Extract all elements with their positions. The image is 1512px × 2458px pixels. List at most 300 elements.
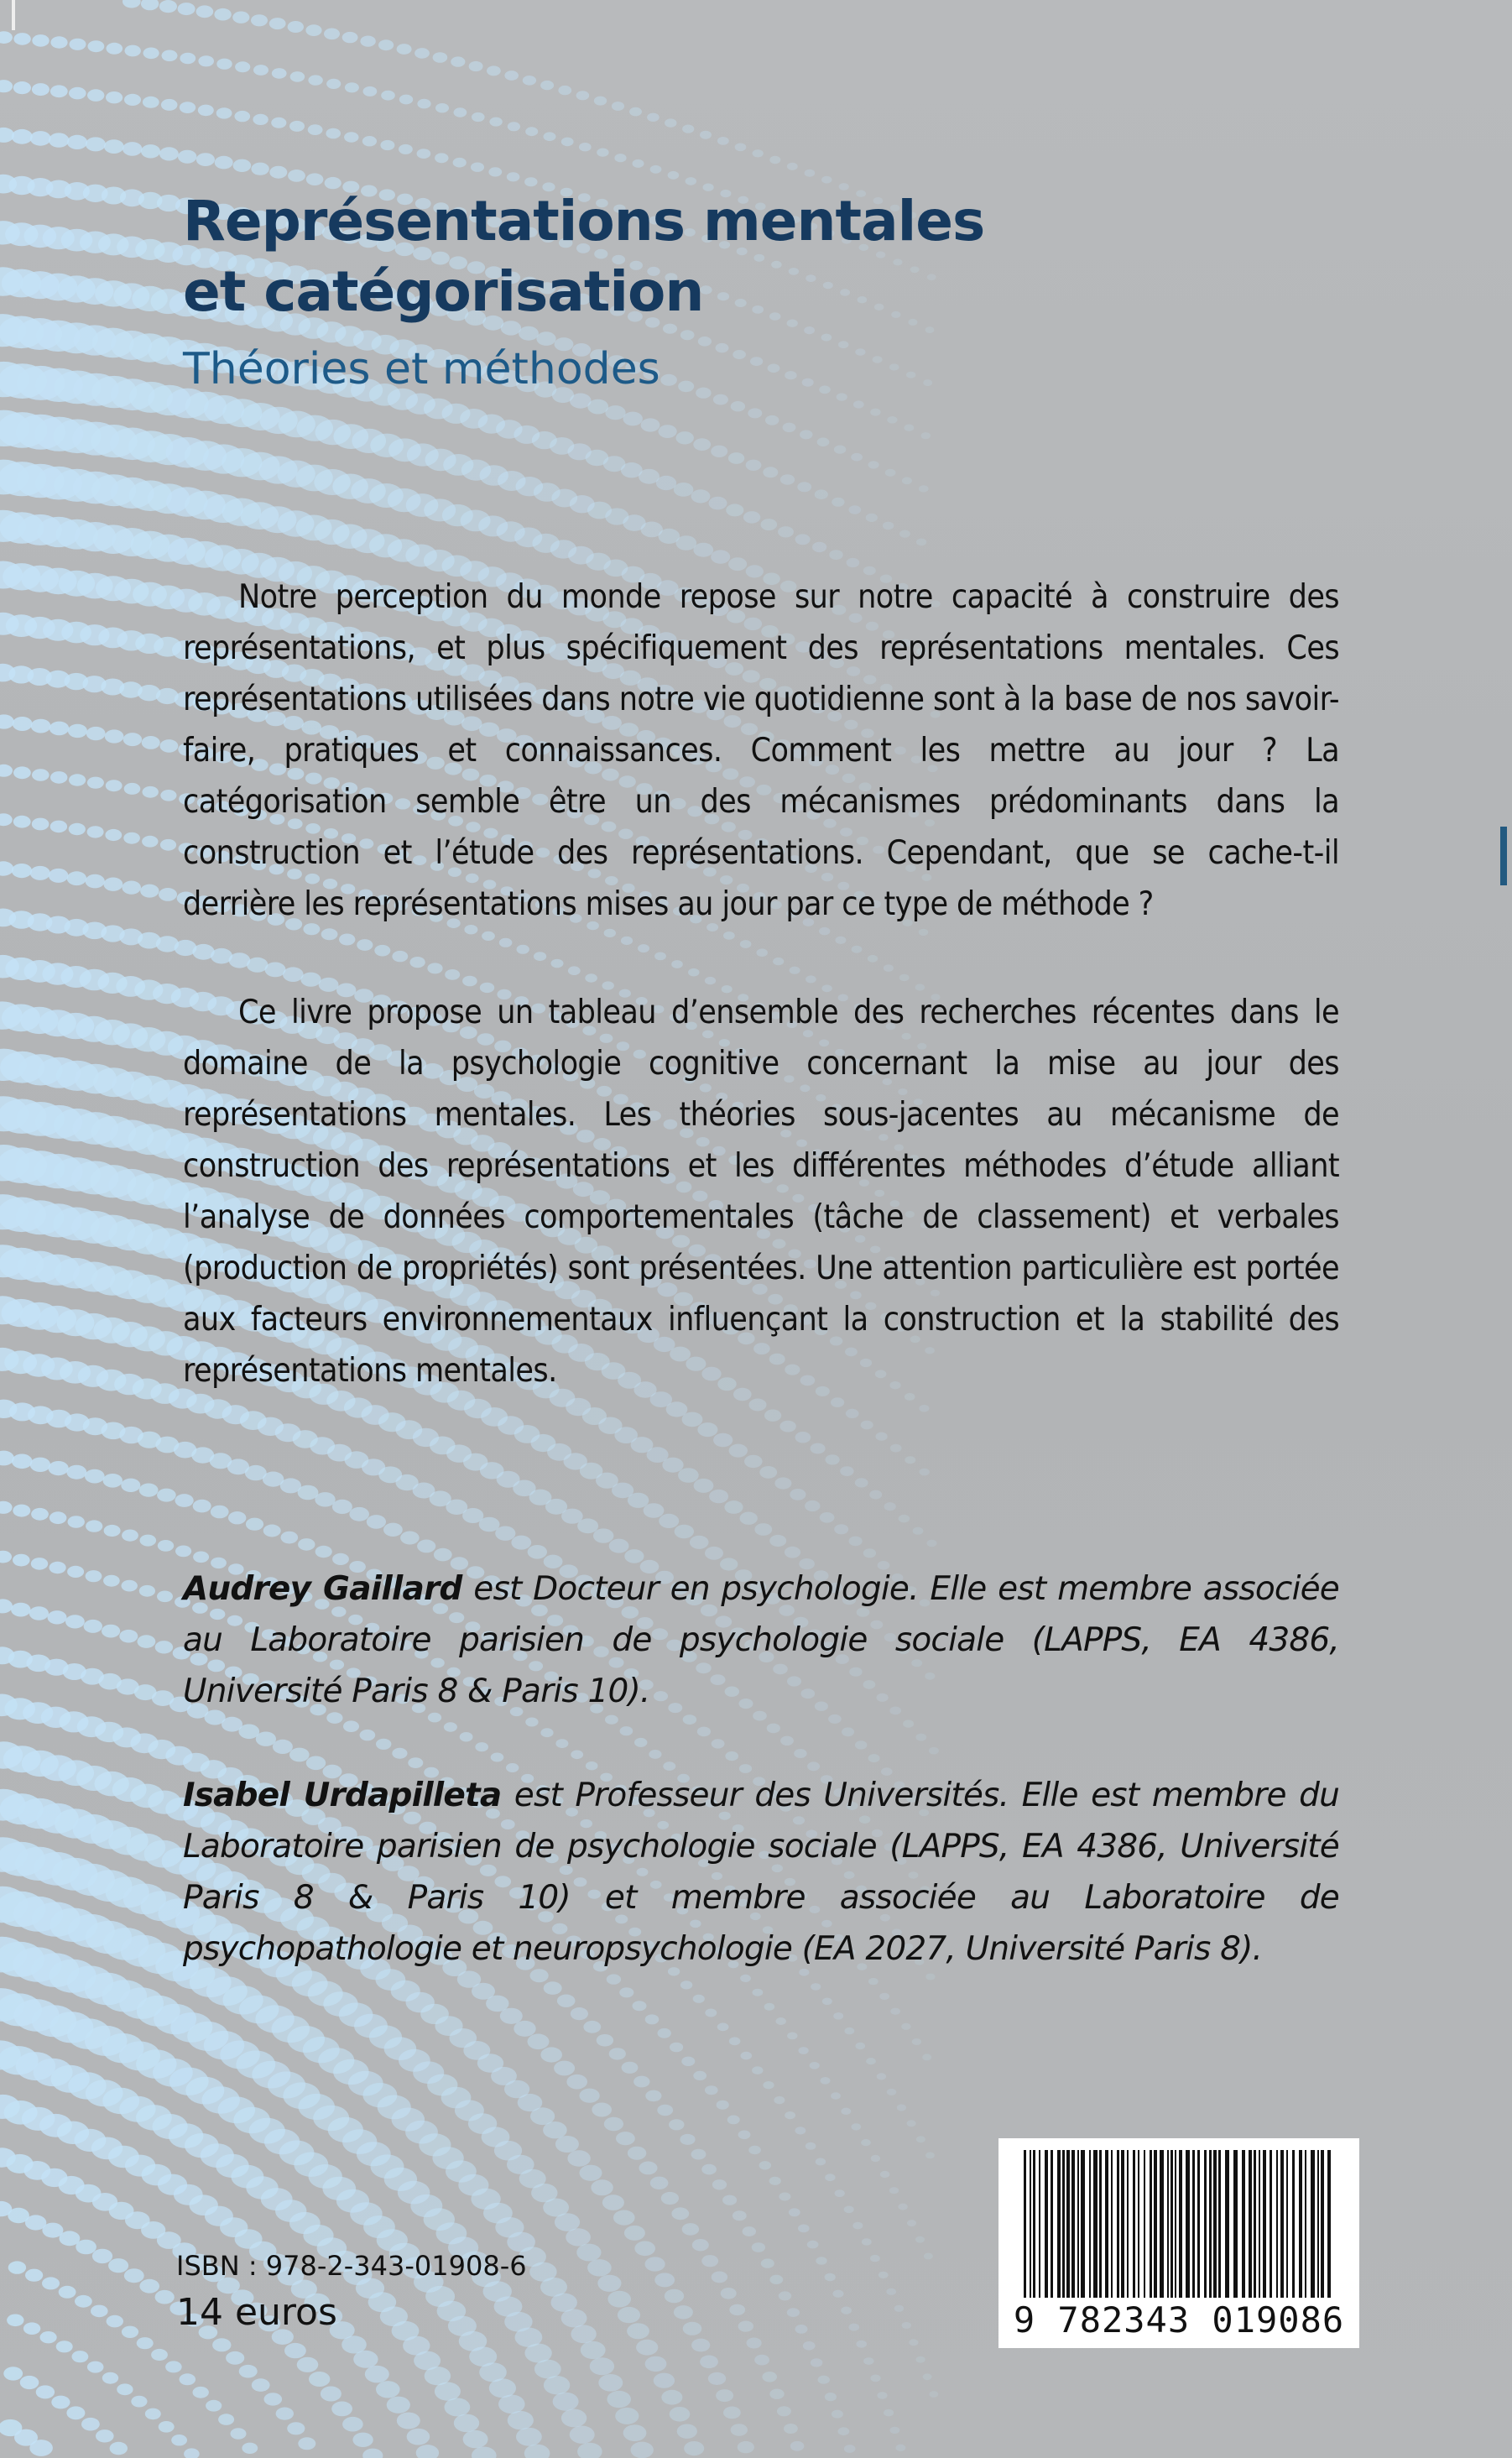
halftone-dot — [110, 2442, 128, 2455]
halftone-dot — [91, 2305, 108, 2318]
halftone-dot — [65, 1615, 85, 1628]
halftone-dot — [712, 2272, 727, 2283]
halftone-dot — [723, 932, 735, 940]
halftone-dot — [528, 2034, 550, 2050]
halftone-dot — [121, 1479, 140, 1492]
halftone-dot — [381, 91, 395, 101]
halftone-dot — [363, 86, 378, 97]
halftone-dot — [705, 977, 716, 984]
halftone-dot — [40, 2331, 57, 2343]
halftone-dot — [540, 81, 554, 90]
halftone-dot — [568, 966, 581, 975]
halftone-dot — [544, 2376, 570, 2394]
halftone-dot — [383, 1523, 403, 1537]
halftone-dot — [585, 973, 597, 982]
halftone-dot — [716, 2389, 733, 2402]
halftone-dot — [831, 1397, 844, 1407]
halftone-dot — [740, 940, 752, 948]
halftone-dot — [829, 550, 842, 560]
book-subtitle: Théories et méthodes — [183, 344, 660, 394]
halftone-dot — [855, 1478, 868, 1487]
barcode-bars — [1024, 2150, 1334, 2301]
halftone-dot — [686, 177, 696, 185]
halftone-dot — [671, 2207, 689, 2220]
book-title — [183, 186, 1274, 327]
halftone-dot — [838, 2427, 850, 2435]
halftone-dot — [122, 2326, 138, 2338]
halftone-dot — [3, 2367, 23, 2380]
halftone-dot — [810, 2062, 820, 2069]
halftone-dot — [826, 1454, 840, 1464]
halftone-dot — [774, 2096, 785, 2104]
halftone-dot — [849, 2324, 860, 2331]
halftone-dot — [658, 2028, 671, 2038]
halftone-dot — [86, 1520, 102, 1532]
halftone-dot — [48, 1610, 67, 1624]
halftone-dot — [119, 1630, 138, 1643]
barcode-bar — [1259, 2150, 1260, 2298]
halftone-dot — [376, 1739, 391, 1750]
halftone-dot — [844, 2445, 856, 2453]
halftone-dot — [579, 143, 592, 151]
halftone-dot — [819, 385, 831, 394]
barcode-bar — [1321, 2150, 1324, 2298]
halftone-dot — [688, 968, 699, 977]
halftone-dot — [160, 839, 176, 851]
halftone-dot — [804, 326, 815, 334]
halftone-dot — [409, 957, 425, 968]
halftone-dot — [13, 33, 30, 45]
halftone-dot — [780, 474, 795, 484]
halftone-dot — [701, 2164, 717, 2175]
halftone-dot — [59, 2286, 76, 2299]
halftone-dot — [344, 132, 358, 142]
halftone-dot — [558, 86, 571, 95]
halftone-dot — [925, 2153, 935, 2159]
halftone-dot — [87, 2361, 104, 2373]
halftone-dot — [269, 18, 286, 29]
halftone-dot — [645, 2257, 665, 2271]
halftone-dot — [435, 2382, 461, 2401]
halftone-dot — [360, 36, 375, 47]
halftone-dot — [693, 438, 711, 451]
halftone-dot — [123, 142, 142, 156]
halftone-dot — [479, 1517, 500, 1532]
halftone-dot — [444, 1722, 457, 1731]
halftone-dot — [67, 871, 86, 885]
halftone-dot — [69, 823, 86, 835]
halftone-dot — [929, 2391, 938, 2398]
halftone-dot — [544, 132, 556, 141]
halftone-dot — [196, 5, 214, 18]
barcode-bar — [1077, 2150, 1079, 2298]
halftone-dot — [378, 39, 394, 50]
halftone-dot — [698, 337, 712, 347]
halftone-dot — [868, 1978, 879, 1985]
halftone-dot — [269, 166, 287, 179]
halftone-dot — [668, 171, 680, 180]
halftone-dot — [621, 937, 633, 945]
author-bio-gaillard — [183, 1563, 1339, 1717]
halftone-dot — [51, 2396, 70, 2409]
halftone-dot — [636, 2340, 658, 2356]
barcode-bar — [1186, 2150, 1190, 2298]
halftone-dot — [107, 43, 123, 55]
halftone-dot — [825, 2393, 837, 2401]
halftone-dot — [705, 1547, 723, 1560]
halftone-dot — [738, 2321, 753, 2332]
halftone-dot — [684, 2441, 704, 2455]
barcode-bar — [1192, 2150, 1195, 2298]
halftone-dot — [700, 2356, 718, 2369]
halftone-dot — [834, 446, 846, 454]
halftone-dot — [32, 34, 49, 47]
halftone-dot — [13, 1505, 30, 1517]
halftone-dot — [232, 12, 249, 23]
halftone-dot — [607, 2391, 631, 2408]
halftone-dot — [343, 1720, 359, 1732]
halftone-dot — [752, 2066, 763, 2074]
barcode-digits: 9 782343 019086 — [1013, 2299, 1345, 2341]
halftone-dot — [49, 869, 69, 883]
halftone-dot — [123, 733, 142, 746]
book-title-line-1: Représentations mentales — [183, 189, 985, 253]
halftone-dot — [587, 399, 608, 415]
halftone-dot — [349, 1507, 369, 1521]
halftone-dot — [288, 170, 305, 182]
halftone-dot — [609, 2048, 626, 2059]
halftone-dot — [713, 394, 728, 405]
barcode-bar — [1233, 2150, 1238, 2298]
halftone-dot — [392, 1748, 407, 1759]
halftone-dot — [145, 2408, 161, 2420]
halftone-dot — [662, 1458, 683, 1473]
halftone-dot — [315, 1546, 332, 1558]
halftone-dot — [525, 1718, 538, 1727]
barcode-bar — [1154, 2150, 1157, 2298]
barcode-bar — [1286, 2150, 1288, 2298]
halftone-dot — [779, 1421, 795, 1433]
halftone-dot — [866, 2058, 876, 2064]
halftone-dot — [696, 388, 711, 399]
halftone-dot — [712, 1739, 725, 1748]
halftone-dot — [794, 1749, 806, 1758]
halftone-dot — [162, 50, 178, 62]
halftone-dot — [298, 1538, 315, 1551]
halftone-dot — [697, 1422, 717, 1437]
halftone-dot — [555, 2136, 579, 2153]
halftone-dot — [0, 1599, 13, 1613]
halftone-dot — [142, 836, 158, 848]
barcode-bar — [1263, 2150, 1266, 2298]
halftone-dot — [103, 1575, 120, 1587]
halftone-dot — [649, 1750, 661, 1759]
halftone-dot — [104, 1525, 121, 1537]
halftone-dot — [29, 2440, 53, 2456]
halftone-dot — [106, 91, 123, 103]
halftone-dot — [7, 2314, 23, 2327]
halftone-dot — [0, 765, 13, 777]
halftone-dot — [852, 2222, 863, 2230]
halftone-dot — [23, 2322, 40, 2335]
halftone-dot — [105, 729, 124, 743]
halftone-dot — [682, 2223, 699, 2236]
halftone-dot — [607, 2291, 631, 2308]
halftone-dot — [633, 159, 644, 168]
halftone-dot — [525, 127, 538, 136]
halftone-dot — [67, 1566, 84, 1578]
halftone-dot — [321, 2387, 342, 2402]
halftone-dot — [680, 330, 695, 340]
halftone-dot — [907, 2220, 916, 2226]
halftone-dot — [778, 526, 794, 537]
halftone-dot — [604, 2117, 623, 2132]
halftone-dot — [815, 489, 828, 499]
halftone-dot — [849, 1537, 863, 1547]
halftone-dot — [622, 2062, 639, 2074]
halftone-dot — [871, 2155, 880, 2162]
halftone-dot — [661, 2192, 679, 2205]
halftone-dot — [799, 2047, 809, 2054]
halftone-dot — [624, 2226, 645, 2241]
halftone-dot — [193, 2387, 209, 2398]
author-name-gaillard: Audrey Gaillard — [183, 1570, 462, 1608]
halftone-dot — [624, 1549, 644, 1563]
halftone-dot — [408, 1757, 423, 1768]
halftone-dot — [66, 2406, 85, 2419]
halftone-dot — [12, 1454, 33, 1469]
halftone-dot — [852, 946, 863, 953]
halftone-dot — [899, 974, 910, 981]
halftone-dot — [919, 485, 929, 492]
barcode-bar — [1305, 2150, 1306, 2298]
halftone-dot — [913, 1527, 924, 1535]
halftone-dot — [916, 2136, 925, 2142]
halftone-dot — [178, 3, 196, 15]
halftone-dot — [691, 2149, 706, 2160]
halftone-dot — [634, 1738, 647, 1747]
halftone-dot — [825, 2174, 835, 2181]
halftone-dot — [193, 1500, 211, 1513]
halftone-dot — [471, 163, 484, 172]
halftone-dot — [785, 2111, 795, 2119]
halftone-dot — [519, 326, 539, 341]
halftone-dot — [759, 1466, 777, 1479]
halftone-dot — [193, 1552, 209, 1563]
halftone-dot — [66, 1465, 86, 1479]
barcode-bar — [1099, 2150, 1102, 2298]
author-name-urdapilleta: Isabel Urdapilleta — [183, 1777, 502, 1814]
halftone-dot — [20, 2376, 39, 2389]
halftone-dot — [812, 542, 826, 552]
halftone-dot — [76, 2240, 96, 2255]
halftone-dot — [158, 1540, 174, 1552]
halftone-dot — [597, 2275, 621, 2292]
halftone-dot — [879, 1993, 889, 2000]
halftone-dot — [916, 1734, 927, 1741]
halftone-dot — [800, 430, 812, 439]
halftone-dot — [691, 489, 711, 503]
barcode-bar — [1197, 2150, 1200, 2298]
halftone-dot — [49, 1461, 69, 1475]
halftone-dot — [454, 107, 467, 117]
halftone-dot — [779, 2193, 790, 2201]
halftone-dot — [820, 1512, 835, 1523]
halftone-dot — [774, 1477, 791, 1489]
halftone-dot — [861, 2139, 871, 2146]
barcode-bar — [1170, 2150, 1173, 2298]
halftone-dot — [308, 124, 323, 135]
halftone-dot — [785, 1547, 800, 1558]
halftone-dot — [472, 2447, 497, 2458]
halftone-dot — [907, 2120, 916, 2127]
barcode-bar — [1033, 2150, 1035, 2298]
halftone-dot — [694, 1479, 714, 1493]
halftone-dot — [769, 2389, 784, 2399]
halftone-dot — [633, 2076, 649, 2088]
halftone-dot — [841, 2307, 852, 2314]
halftone-dot — [729, 2304, 745, 2315]
halftone-dot — [68, 1516, 85, 1528]
halftone-dot — [861, 1421, 873, 1430]
halftone-dot — [566, 2228, 591, 2246]
halftone-dot — [842, 1727, 854, 1736]
halftone-dot — [923, 379, 932, 386]
halftone-dot — [374, 945, 390, 957]
halftone-dot — [460, 1732, 473, 1741]
halftone-dot — [86, 137, 106, 151]
halftone-dot — [417, 99, 430, 109]
halftone-dot — [645, 2014, 660, 2024]
halftone-dot — [454, 2414, 479, 2433]
halftone-dot — [717, 137, 729, 145]
halftone-dot — [837, 393, 847, 400]
halftone-dot — [180, 2373, 196, 2385]
barcode-bar — [1127, 2150, 1129, 2298]
barcode-bar — [1024, 2150, 1026, 2298]
halftone-dot — [869, 1490, 882, 1500]
halftone-dot — [818, 2376, 830, 2384]
halftone-dot — [708, 2372, 726, 2385]
halftone-dot — [81, 2418, 100, 2431]
halftone-dot — [400, 1532, 420, 1545]
halftone-dot — [211, 1506, 229, 1519]
halftone-dot — [729, 2037, 741, 2045]
halftone-dot — [180, 102, 196, 113]
halftone-dot — [615, 2408, 639, 2424]
halftone-dot — [399, 144, 413, 154]
halftone-dot — [806, 975, 816, 983]
halftone-dot — [239, 1725, 260, 1740]
halftone-dot — [845, 2027, 855, 2034]
halftone-dot — [122, 881, 141, 895]
halftone-dot — [613, 2210, 635, 2226]
halftone-dot — [670, 2407, 691, 2422]
halftone-dot — [677, 2424, 697, 2439]
halftone-dot — [678, 1468, 699, 1483]
halftone-dot — [762, 2372, 777, 2382]
halftone-dot — [155, 1641, 173, 1653]
halftone-dot — [705, 2009, 717, 2017]
halftone-dot — [790, 2441, 805, 2451]
author-bio-text-gaillard: est Docteur en psychologie. Elle est membre associée au Laboratoire parisien de psychologie sociale (LAPPS, EA 4386, Université Paris 8 & Paris 10). — [183, 1570, 1340, 1710]
halftone-dot — [821, 2077, 831, 2085]
halftone-dot — [68, 724, 87, 738]
halftone-dot — [417, 149, 431, 159]
halftone-dot — [50, 1562, 66, 1573]
barcode-bar — [1105, 2150, 1108, 2298]
halftone-dot — [103, 1474, 123, 1488]
halftone-dot — [571, 2007, 588, 2020]
halftone-dot — [25, 2269, 43, 2282]
halftone-dot — [670, 2043, 683, 2053]
halftone-dot — [773, 958, 784, 965]
halftone-dot — [868, 955, 878, 963]
halftone-dot — [122, 1530, 138, 1542]
halftone-dot — [434, 1548, 452, 1562]
halftone-dot — [590, 2357, 614, 2375]
halftone-dot — [838, 341, 848, 348]
halftone-dot — [743, 511, 760, 524]
halftone-dot — [623, 2424, 647, 2441]
halftone-dot — [50, 821, 67, 833]
halftone-dot — [151, 2349, 168, 2361]
halftone-dot — [216, 107, 232, 118]
halftone-dot — [833, 2012, 843, 2020]
halftone-dot — [69, 87, 86, 100]
halftone-dot — [273, 1740, 293, 1754]
halftone-dot — [877, 2073, 886, 2080]
halftone-dot — [887, 2089, 896, 2095]
halftone-dot — [783, 423, 796, 432]
halftone-dot — [198, 105, 214, 117]
halftone-dot — [866, 514, 878, 522]
halftone-dot — [821, 334, 832, 342]
halftone-dot — [916, 539, 926, 546]
halftone-dot — [159, 888, 177, 901]
halftone-dot — [902, 2322, 911, 2329]
halftone-dot — [214, 8, 231, 21]
halftone-dot — [298, 2437, 315, 2450]
halftone-dot — [365, 2366, 389, 2383]
halftone-dot — [524, 2445, 550, 2458]
halftone-dot — [890, 1444, 902, 1453]
halftone-dot — [915, 2236, 925, 2243]
halftone-dot — [890, 2008, 900, 2015]
halftone-dot — [0, 1551, 12, 1563]
halftone-dot — [157, 1489, 176, 1502]
halftone-dot — [833, 2290, 844, 2298]
halftone-dot — [284, 2343, 306, 2358]
halftone-dot — [75, 2295, 92, 2308]
halftone-dot — [553, 2393, 579, 2411]
halftone-dot — [805, 170, 816, 177]
halftone-dot — [887, 416, 897, 424]
halftone-dot — [290, 71, 305, 82]
halftone-dot — [701, 2255, 718, 2267]
barcode-bar — [1299, 2150, 1302, 2298]
halftone-dot — [469, 61, 483, 71]
halftone-dot — [288, 21, 304, 33]
halftone-dot — [846, 1409, 859, 1418]
halftone-dot — [11, 1603, 30, 1617]
halftone-dot — [903, 1720, 914, 1727]
halftone-dot — [727, 2116, 740, 2125]
halftone-dot — [272, 68, 287, 79]
barcode-bar — [1249, 2150, 1252, 2298]
halftone-dot — [645, 2356, 667, 2372]
halftone-dot — [331, 2402, 352, 2417]
